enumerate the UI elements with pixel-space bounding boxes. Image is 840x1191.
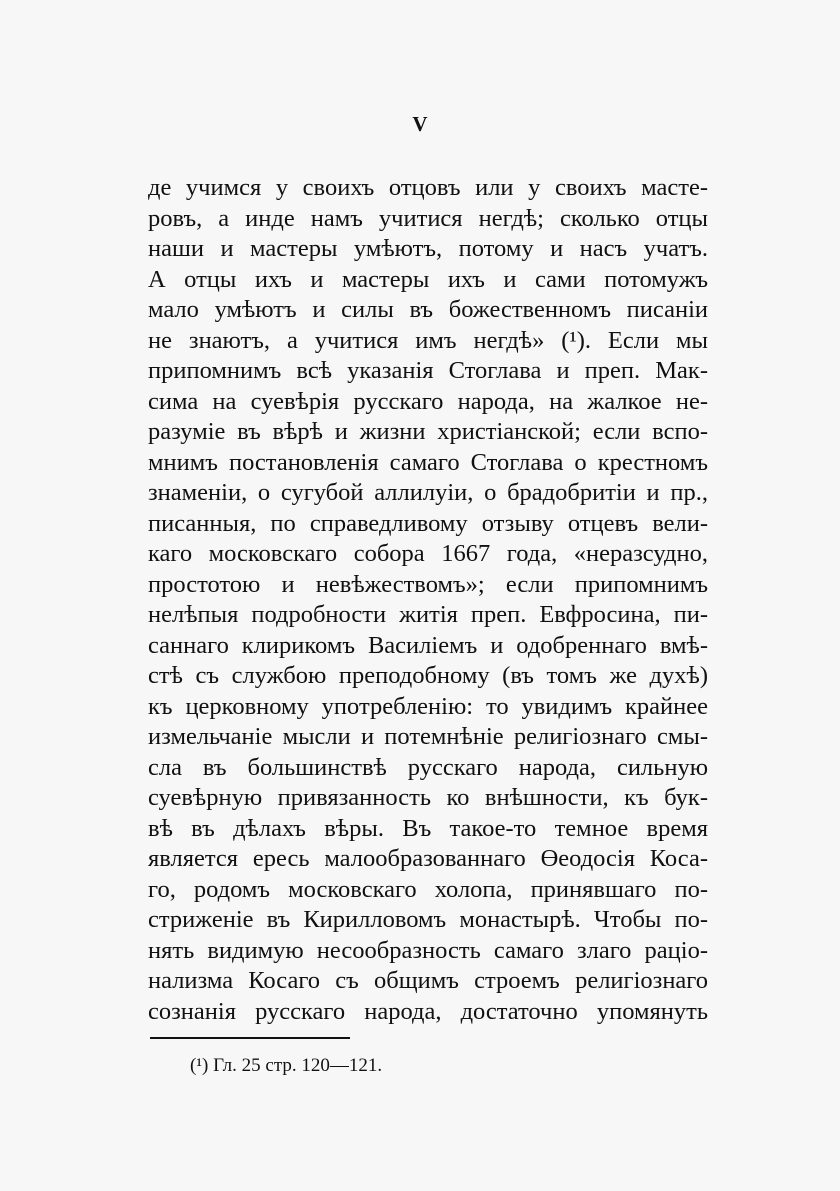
text-line: стриженiе въ Кирилловомъ монастырѣ. Чтобы по-	[148, 906, 708, 933]
text-line: А отцы ихъ и мастеры ихъ и сами потомужъ	[148, 265, 708, 293]
text-line: разумiе въ вѣрѣ и жизни христiанской; если вспо-	[148, 418, 708, 445]
text-line: знаменiи, о сугубой аллилуiи, о брадобритiи и пр.,	[148, 479, 708, 506]
text-line: припомнимъ всѣ указанiя Стоглава и преп. Мак-	[148, 357, 708, 384]
footnote: (¹) Гл. 25 стр. 120—121.	[190, 1055, 383, 1076]
text-line: каго московскаго собора 1667 года, «неразсудно,	[148, 540, 708, 567]
text-line: саннаго клирикомъ Василiемъ и одобреннаго вмѣ-	[148, 631, 708, 659]
text-line: сима на суевѣрiя русскаго народа, на жалкое не-	[148, 387, 708, 415]
text-line: измельчанiе мысли и потемнѣнiе религiознаго смы-	[148, 723, 708, 750]
text-line: ровъ, а инде намъ учитися негдѣ; сколько отцы	[148, 204, 708, 232]
text-line: писанныя, по справедливому отзыву отцевъ вели-	[148, 509, 708, 537]
text-line: вѣ въ дѣлахъ вѣры. Въ такое-то темное время	[148, 814, 708, 842]
text-line: сла въ большинствѣ русскаго народа, сильную	[148, 753, 708, 781]
page-number: V	[412, 112, 428, 136]
text-line: нять видимую несообразность самаго злаго рацiо-	[148, 936, 708, 964]
text-line: нелѣпыя подробности житiя преп. Евфросина, пи-	[148, 601, 708, 628]
text-line: суевѣрную привязанность ко внѣшности, къ бук-	[148, 784, 708, 811]
text-line: наши и мастеры умѣютъ, потому и насъ учатъ.	[148, 235, 708, 262]
text-line: мнимъ постановленiя самаго Стоглава о крестномъ	[148, 448, 708, 476]
text-line: не знаютъ, а учитися имъ негдѣ» (¹). Если мы	[148, 326, 708, 354]
text-line: сознанiя русскаго народа, достаточно упомянуть	[148, 997, 708, 1025]
text-line: къ церковному употребленiю: то увидимъ крайнее	[148, 692, 708, 720]
footnote-divider	[150, 1037, 350, 1039]
text-line: мало умѣютъ и силы въ божественномъ писанiи	[148, 296, 708, 323]
text-line: является ересь малообразованнаго Өеодосiя Коса-	[148, 845, 708, 872]
text-line: стѣ съ службою преподобному (въ томъ же духѣ)	[148, 662, 708, 689]
text-line: го, родомъ московскаго холопа, принявшаго по-	[148, 875, 708, 903]
text-line: де учимся у своихъ отцовъ или у своихъ масте-	[148, 174, 708, 201]
text-line: нализма Косаго съ общимъ строемъ религiознаго	[148, 967, 708, 994]
text-line: простотою и невѣжествомъ»; если припомнимъ	[148, 570, 708, 598]
